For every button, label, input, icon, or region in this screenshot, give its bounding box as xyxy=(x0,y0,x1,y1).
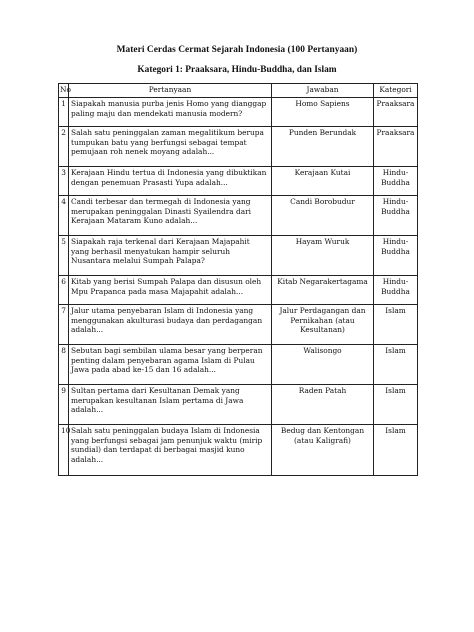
row-category: Praaksara xyxy=(374,98,418,127)
row-number: 3 xyxy=(59,167,69,196)
table-row xyxy=(59,98,418,127)
row-category: Hindu-Buddha xyxy=(374,196,418,236)
row-question: Sultan pertama dari Kesultanan Demak yang merupakan kesultanan Islam pertama di Jawa adalah... xyxy=(69,385,272,425)
row-category: Hindu-Buddha xyxy=(374,167,418,196)
row-number: 7 xyxy=(59,305,69,345)
row-answer: Punden Berundak xyxy=(272,127,374,167)
row-category: Islam xyxy=(374,305,418,345)
row-answer: Bedug dan Kentongan (atau Kaligrafi) xyxy=(272,425,374,476)
header-answer: Jawaban xyxy=(272,84,374,98)
table-header-row xyxy=(59,84,418,98)
table-row xyxy=(59,385,418,425)
document-subtitle: Kategori 1: Praaksara, Hindu-Buddha, dan Islam xyxy=(137,65,337,75)
row-answer: Homo Sapiens xyxy=(272,98,374,127)
header-question: Pertanyaan xyxy=(69,84,272,98)
row-category: Praaksara xyxy=(374,127,418,167)
row-category: Islam xyxy=(374,345,418,385)
row-question: Kitab yang berisi Sumpah Palapa dan disusun oleh Mpu Prapanca pada masa Majapahit adalah... xyxy=(69,276,272,305)
document-title: Materi Cerdas Cermat Sejarah Indonesia (100 Pertanyaan) xyxy=(116,45,358,55)
row-question: Salah satu peninggalan budaya Islam di Indonesia yang berfungsi sebagai jam penunjuk waktu (mirip sundial) dan terdapat di berbagai masjid kuno adalah... xyxy=(69,425,272,476)
row-number: 2 xyxy=(59,127,69,167)
row-answer: Candi Borobudur xyxy=(272,196,374,236)
table-row xyxy=(59,305,418,345)
row-number: 1 xyxy=(59,98,69,127)
row-category: Islam xyxy=(374,385,418,425)
row-question: Candi terbesar dan termegah di Indonesia yang merupakan peninggalan Dinasti Syailendra dari Kerajaan Mataram Kuno adalah... xyxy=(69,196,272,236)
row-question: Kerajaan Hindu tertua di Indonesia yang dibuktikan dengan penemuan Prasasti Yupa adalah... xyxy=(69,167,272,196)
row-number: 9 xyxy=(59,385,69,425)
row-question: Siapakah manusia purba jenis Homo yang dianggap paling maju dan mendekati manusia modern? xyxy=(69,98,272,127)
row-question: Siapakah raja terkenal dari Kerajaan Majapahit yang berhasil menyatukan hampir seluruh Nusantara melalui Sumpah Palapa? xyxy=(69,236,272,276)
row-question: Jalur utama penyebaran Islam di Indonesia yang menggunakan akulturasi budaya dan perdagangan adalah... xyxy=(69,305,272,345)
table-row xyxy=(59,345,418,385)
row-answer: Kerajaan Kutai xyxy=(272,167,374,196)
row-category: Islam xyxy=(374,425,418,476)
row-category: Hindu-Buddha xyxy=(374,236,418,276)
row-answer: Hayam Wuruk xyxy=(272,236,374,276)
row-category: Hindu-Buddha xyxy=(374,276,418,305)
header-no: No xyxy=(59,84,69,98)
row-number: 6 xyxy=(59,276,69,305)
table-row xyxy=(59,196,418,236)
header-category: Kategori xyxy=(374,84,418,98)
row-answer: Kitab Negarakertagama xyxy=(272,276,374,305)
table-row xyxy=(59,127,418,167)
row-question: Salah satu peninggalan zaman megalitikum berupa tumpukan batu yang berfungsi sebagai tempat pemujaan roh nenek moyang adalah... xyxy=(69,127,272,167)
question-table xyxy=(58,83,418,476)
row-number: 8 xyxy=(59,345,69,385)
table-row xyxy=(59,276,418,305)
row-answer: Walisongo xyxy=(272,345,374,385)
row-number: 4 xyxy=(59,196,69,236)
row-number: 10 xyxy=(59,425,69,476)
row-answer: Raden Patah xyxy=(272,385,374,425)
row-number: 5 xyxy=(59,236,69,276)
table-row xyxy=(59,236,418,276)
row-question: Sebutan bagi sembilan ulama besar yang berperan penting dalam penyebaran agama Islam di Pulau Jawa pada abad ke-15 dan 16 adalah... xyxy=(69,345,272,385)
table-row xyxy=(59,425,418,476)
row-answer: Jalur Perdagangan dan Pernikahan (atau Kesultanan) xyxy=(272,305,374,345)
table-row xyxy=(59,167,418,196)
